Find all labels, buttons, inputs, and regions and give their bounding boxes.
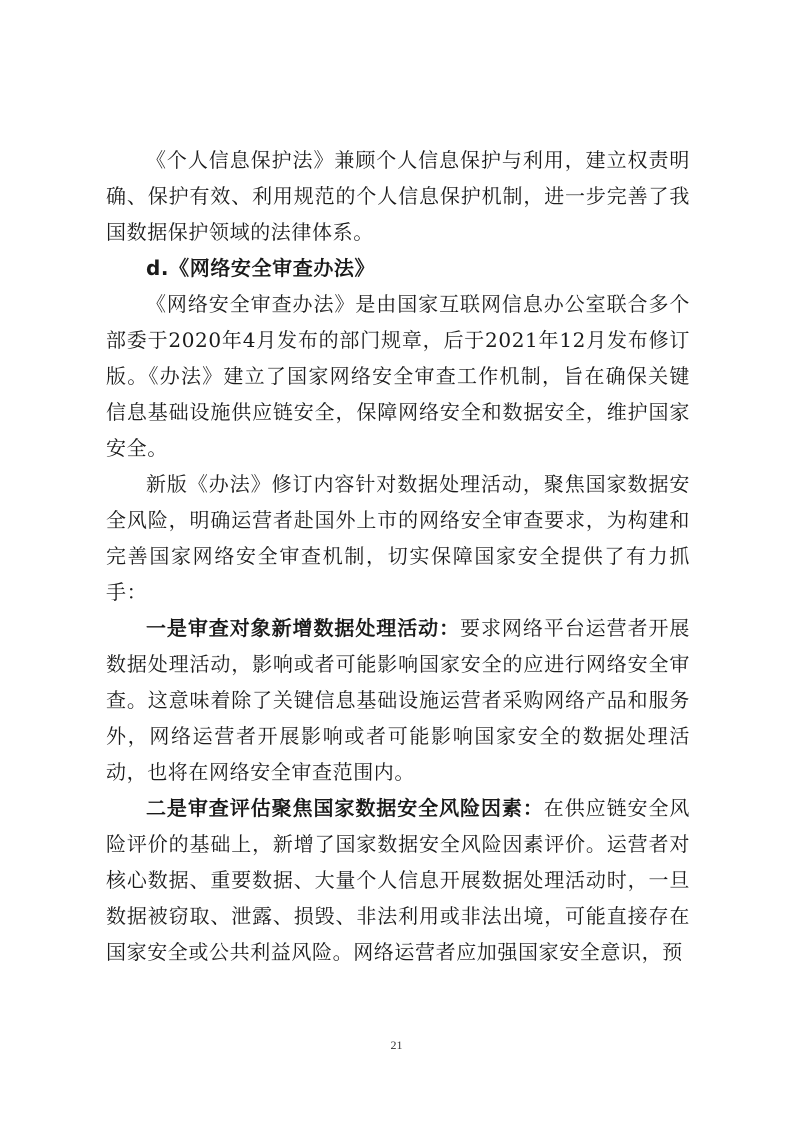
- paragraph-revision-overview: 新版《办法》修订内容针对数据处理活动，聚焦国家数据安全风险，明确运营者赴国外上市的网络安全审查要求，为构建和完善国家网络安全审查机制，切实保障国家安全提供了有力抓手：: [106, 472, 690, 604]
- point-one-body: 要求网络平台运营者开展数据处理活动，影响或者可能影响国家安全的应进行网络安全审查。这意味着除了关键信息基础设施运营者采购网络产品和服务外，网络运营者开展影响或者可能影响国家安全的数据处理活动，也将在网络安全审查范围内。: [106, 616, 691, 784]
- paragraph-point-two: [106, 790, 690, 970]
- point-one-lead: 一是审查对象新增数据处理活动：: [146, 616, 461, 640]
- section-heading-d: d.《网络安全审查办法》: [146, 256, 376, 280]
- page-body: [106, 142, 690, 970]
- paragraph-pipl: 《个人信息保护法》兼顾个人信息保护与利用，建立权责明确、保护有效、利用规范的个人信息保护机制，进一步完善了我国数据保护领域的法律体系。: [106, 148, 690, 244]
- paragraph-point-one: [106, 610, 690, 790]
- page-number: 21: [390, 1038, 403, 1052]
- paragraph-review-measures: 《网络安全审查办法》是由国家互联网信息办公室联合多个部委于2020年4月发布的部门规章，后于2021年12月发布修订版。《办法》建立了国家网络安全审查工作机制，旨在确保关键信息基础设施供应链安全，保障网络安全和数据安全，维护国家安全。: [106, 292, 690, 460]
- point-two-lead: 二是审查评估聚焦国家数据安全风险因素：: [146, 796, 544, 820]
- point-two-body: 在供应链安全风险评价的基础上，新增了国家数据安全风险因素评价。运营者对核心数据、重要数据、大量个人信息开展数据处理活动时，一旦数据被窃取、泄露、损毁、非法利用或非法出境，可能直接存在国家安全或公共利益风险。网络运营者应加强国家安全意识，预: [106, 796, 690, 964]
